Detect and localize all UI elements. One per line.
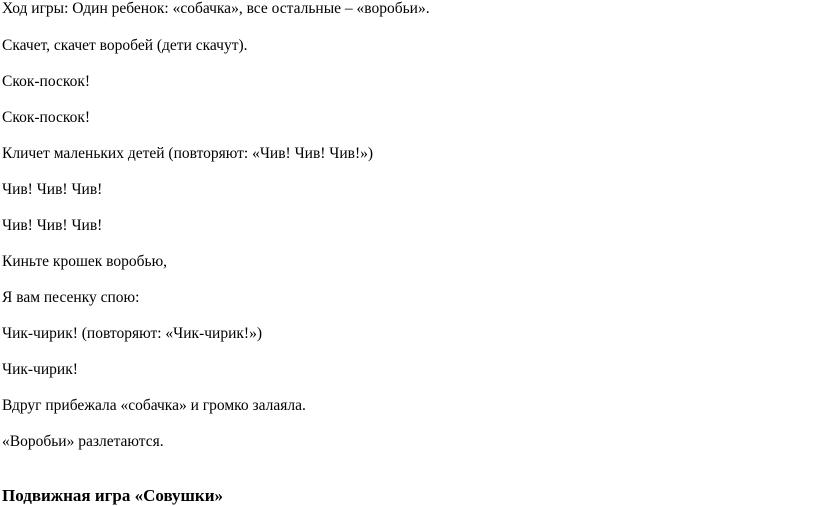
text-line-skok-2: Скок-поскок! xyxy=(2,109,91,126)
text-line-chik-repeat: Чик-чирик! (повторяют: «Чик-чирик!») xyxy=(2,325,262,342)
text-line-skok-1: Скок-поскок! xyxy=(2,73,91,90)
text-line-crumbs: Киньте крошек воробью, xyxy=(2,253,168,270)
text-line-chiv-2: Чив! Чив! Чив! xyxy=(2,217,103,234)
text-line-dog-barks: Вдруг прибежала «собачка» и громко залаяла. xyxy=(2,397,306,414)
section-heading: Подвижная игра «Совушки» xyxy=(2,486,223,505)
text-line-song: Я вам песенку спою: xyxy=(2,289,140,306)
text-line-game-course: Ход игры: Один ребенок: «собачка», все остальные – «воробьи». xyxy=(2,0,430,17)
text-line-sparrows-fly: «Воробьи» разлетаются. xyxy=(2,433,164,450)
text-line-chiv-1: Чив! Чив! Чив! xyxy=(2,181,103,198)
text-line-chik: Чик-чирик! xyxy=(2,361,78,378)
text-line-sparrow-hops: Скачет, скачет воробей (дети скачут). xyxy=(2,37,248,54)
text-line-calls-children: Кличет маленьких детей (повторяют: «Чив! Чив! Чив!») xyxy=(2,145,374,162)
